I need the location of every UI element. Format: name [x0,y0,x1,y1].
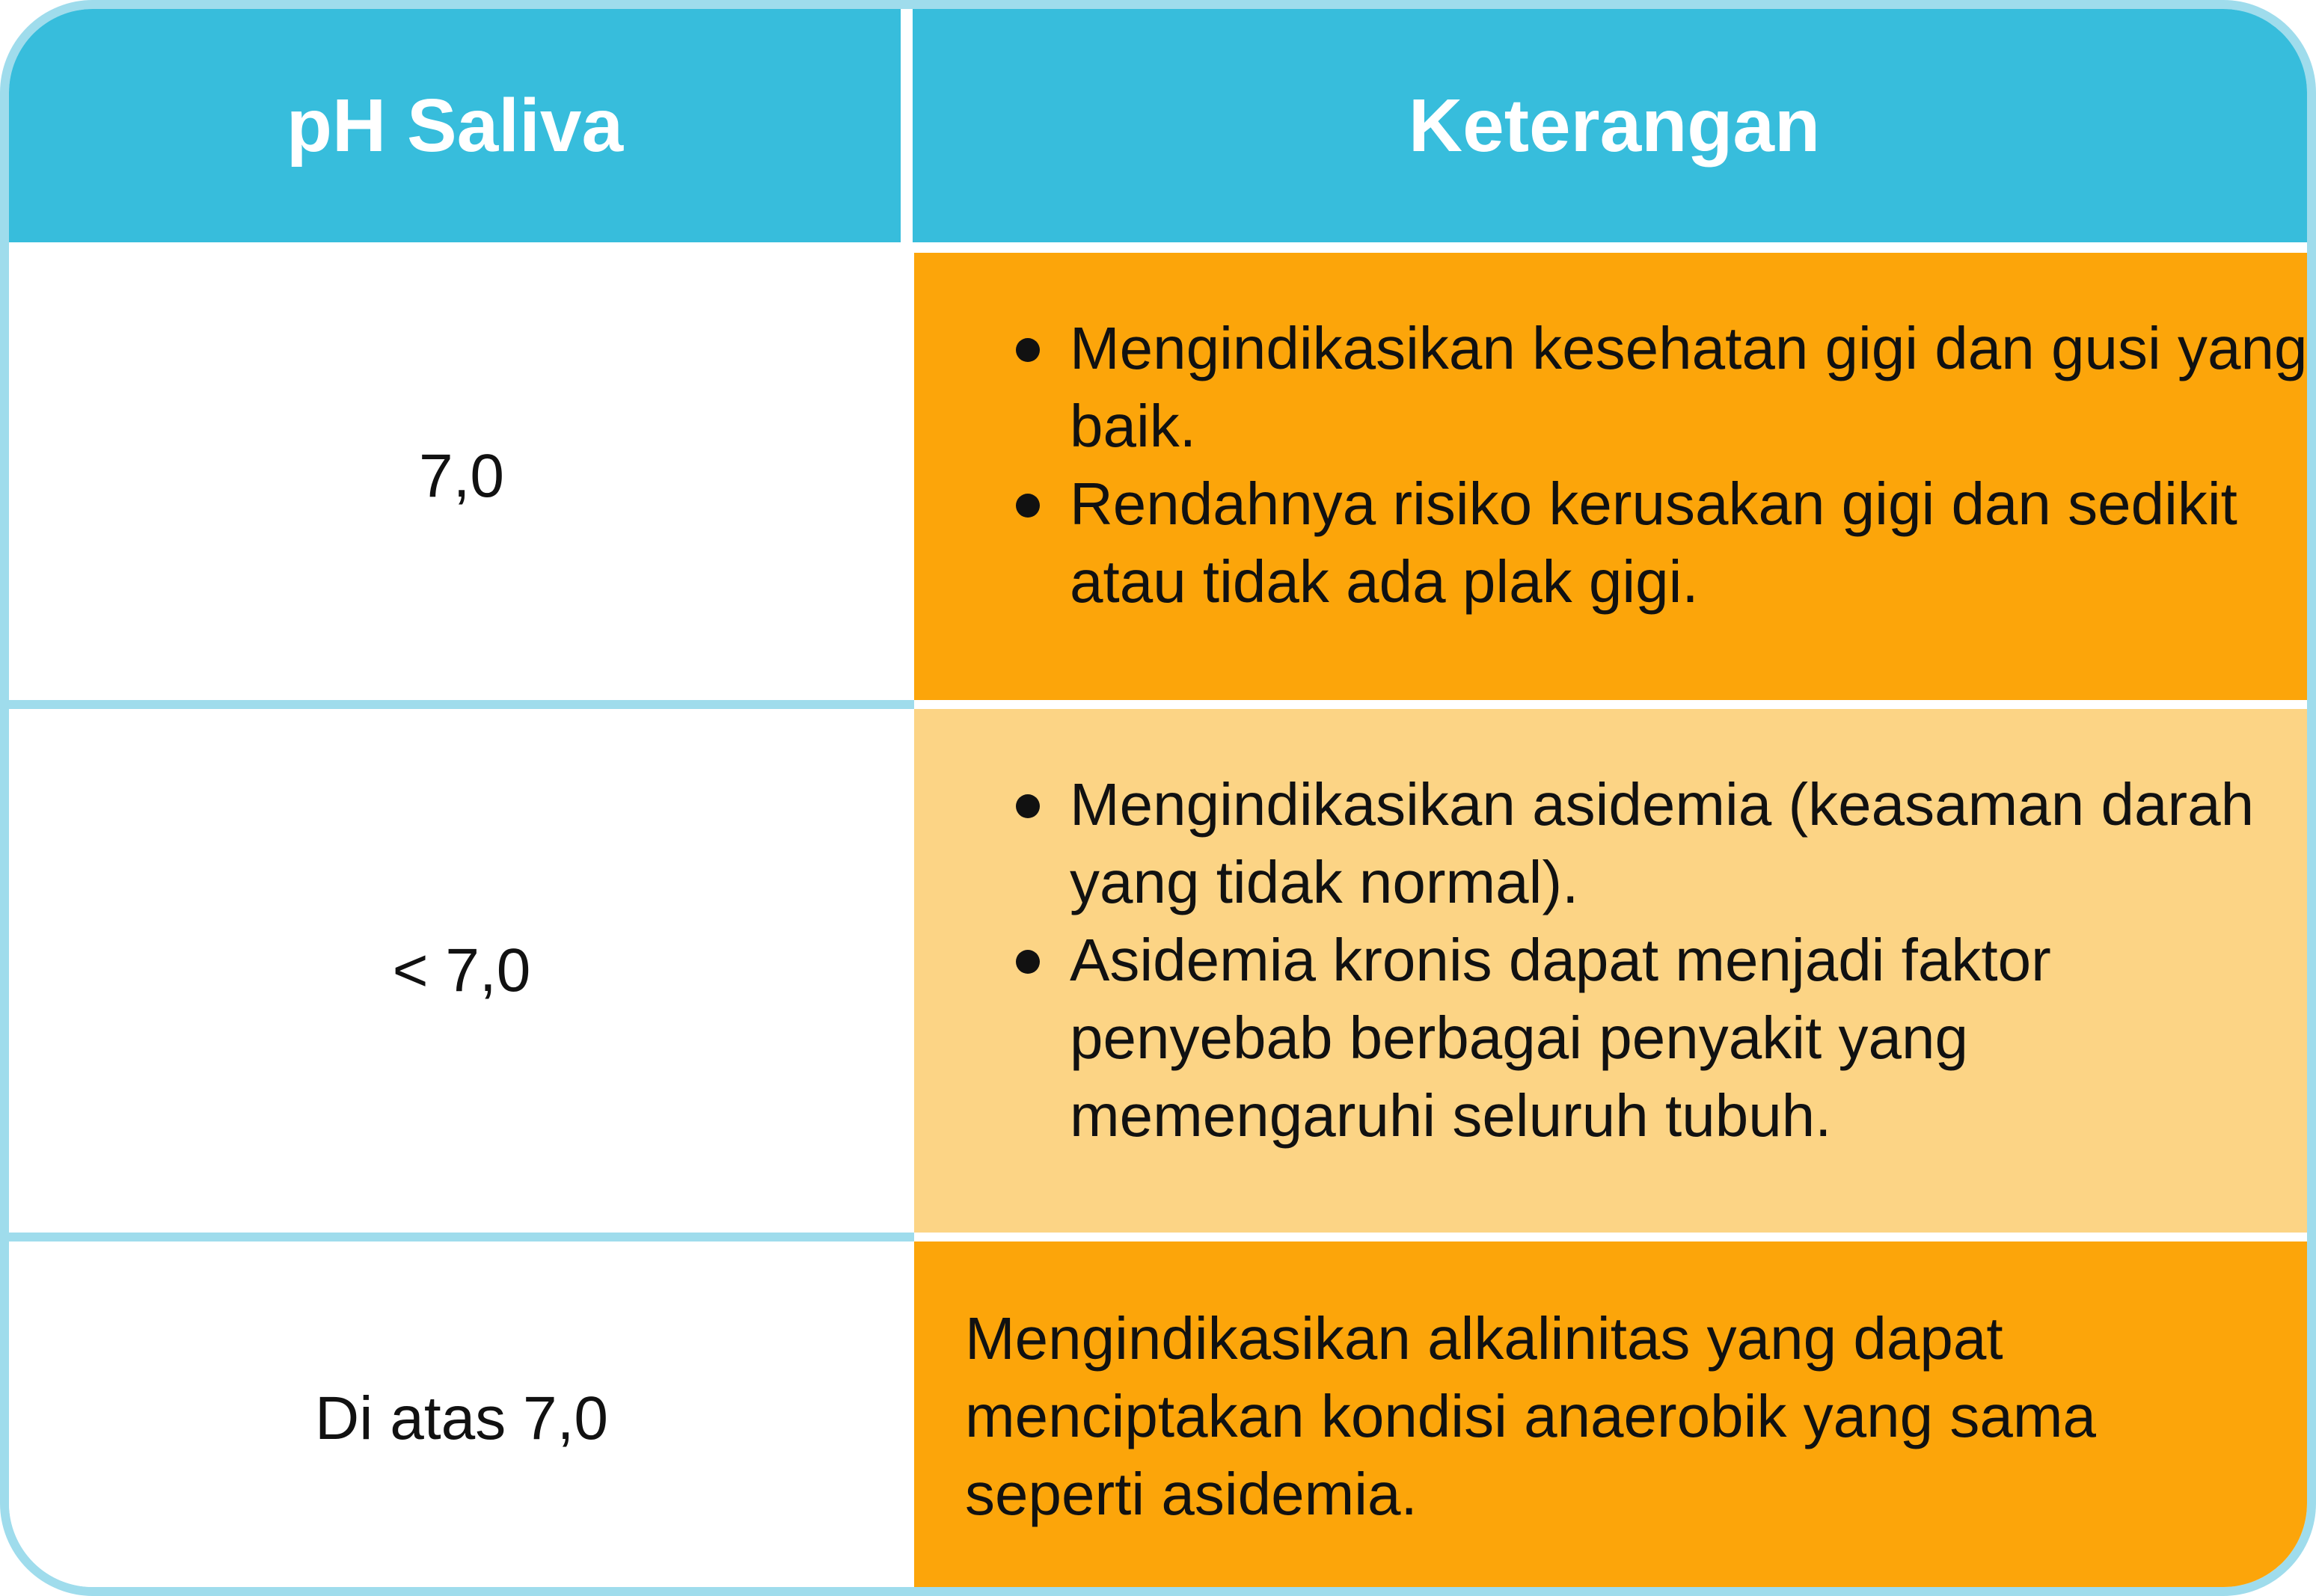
row-3-desc-text: Mengindikasikan alkalinitas yang dapat menciptakan kondisi anaerobik yang sama seperti asidemia. [965,1305,2096,1527]
header-ph-saliva [9,9,901,242]
row-3-ph-cell [9,1241,914,1596]
header-keterangan [913,9,2316,242]
row-2-bullet-1-text: Mengindikasikan asidemia (keasaman darah yang tidak normal). [1070,771,2255,915]
row-2-bullet-2-text: Asidemia kronis dapat menjadi faktor penyebab berbagai penyakit yang memengaruhi seluruh tubuh. [1070,927,2051,1149]
row-2-ph-cell [9,709,914,1233]
row-1-ph-value: 7,0 [419,442,504,510]
row-1-divider [9,700,914,709]
row-2-ph-value: < 7,0 [392,936,531,1004]
row-1-ph-cell [9,253,914,700]
row-3-desc-cell [914,1241,2316,1596]
row-1-desc-cell [914,253,2316,700]
row-2-bullet-list [964,766,2316,1155]
row-1-bullet-list [964,310,2316,621]
row-2-desc-cell [914,709,2316,1233]
row-2-bullet-2 [964,921,2316,1155]
row-1-bullet-1 [964,310,2316,465]
row-1-bullet-1-text: Mengindikasikan kesehatan gigi dan gusi yang baik. [1070,315,2308,459]
row-3-ph-value: Di atas 7,0 [315,1384,608,1452]
row-2-bullet-1 [964,766,2316,921]
header-bottom-divider [9,242,2316,253]
row-1-bullet-2-text: Rendahnya risiko kerusakan gigi dan sedikit atau tidak ada plak gigi. [1070,470,2237,615]
row-2-divider [9,1233,914,1241]
row-1-bullet-2 [964,465,2316,621]
header-divider [901,9,913,242]
header-keterangan-label: Keterangan [1408,83,1821,168]
header-ph-saliva-label: pH Saliva [286,83,624,168]
